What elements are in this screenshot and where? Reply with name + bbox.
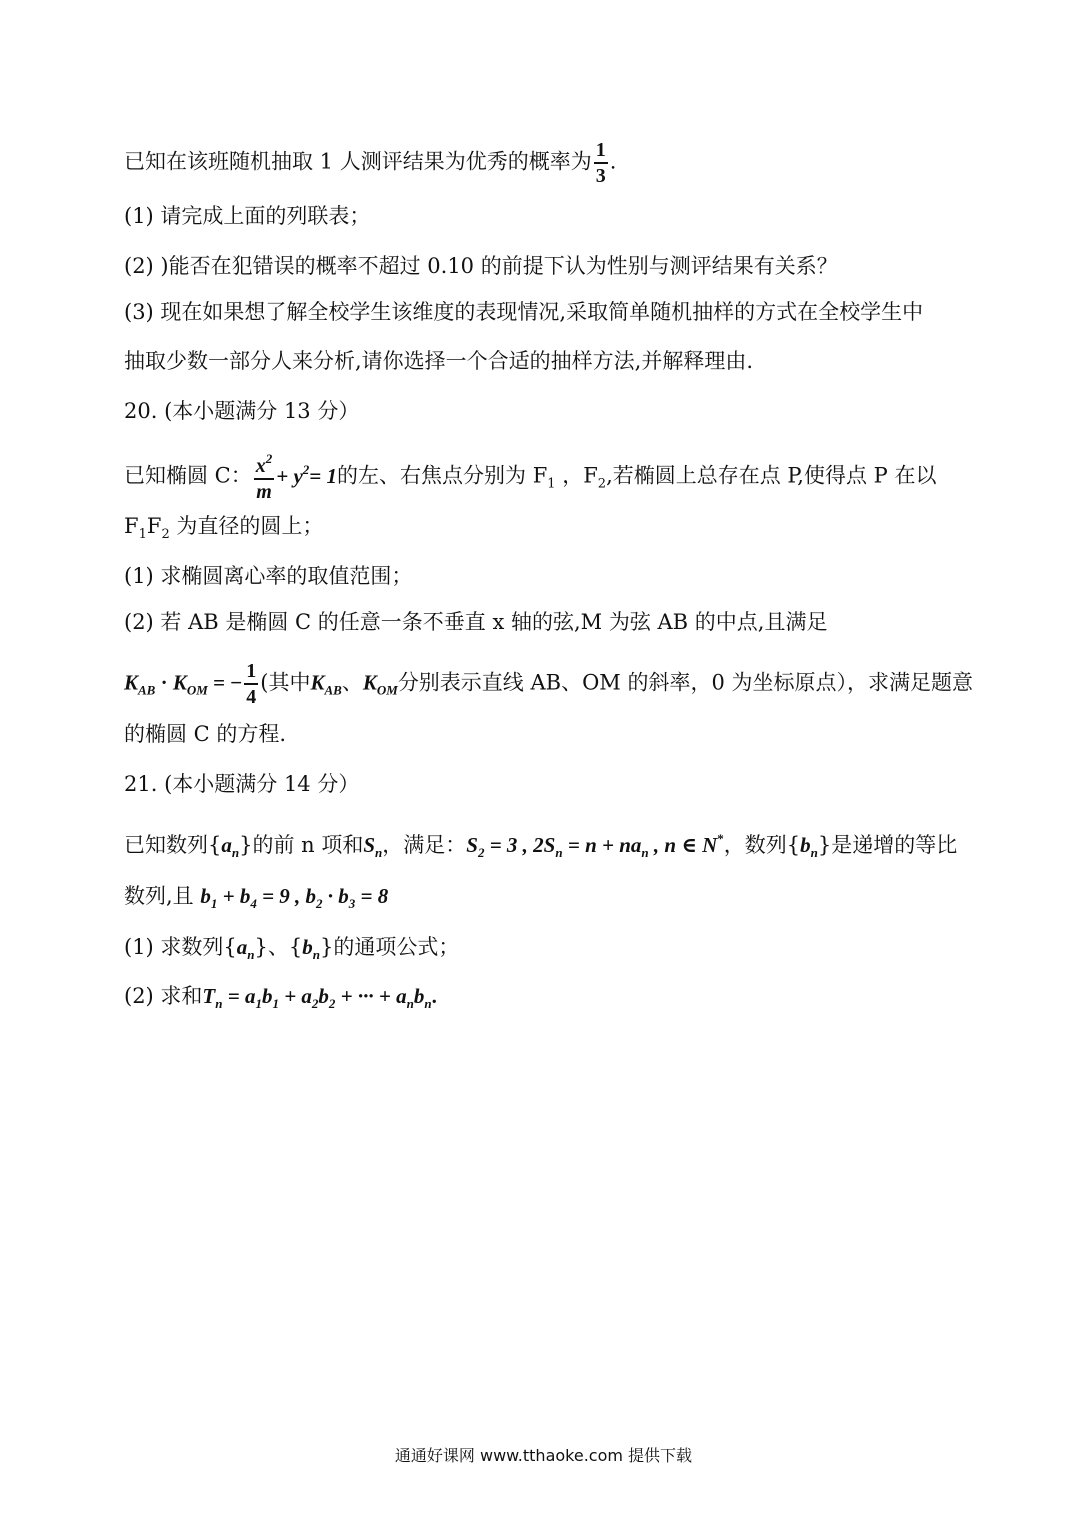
q21-sn: S xyxy=(363,833,376,857)
q21-d: ，数列{ xyxy=(723,833,801,857)
q19-part2: (2) )能否在犯错误的概率不超过 0.10 的前提下认为性别与测评结果有关系？ xyxy=(124,254,838,278)
q21-eq-sub: 2 xyxy=(477,845,485,860)
q19-part1: (1) 请完成上面的列联表； xyxy=(124,204,371,228)
q21-part1 xyxy=(124,933,459,969)
q20-slope-line xyxy=(124,661,973,707)
intro-end: . xyxy=(609,149,617,174)
k4-sub: OM xyxy=(376,682,398,698)
eq-rest xyxy=(276,461,338,488)
k1: K xyxy=(124,670,139,695)
f2-subscript: 2 xyxy=(597,476,607,492)
q21-p2-s1: 1 xyxy=(255,996,262,1011)
k-dot: · xyxy=(155,670,173,695)
k-sep: 、 xyxy=(341,670,363,695)
q21-l2-r1: + b xyxy=(217,884,251,908)
q21-l2-a: 数列,且 xyxy=(124,884,201,908)
k2-sub: OM xyxy=(186,682,208,698)
q21-l2-s3: 2 xyxy=(316,896,323,911)
q21-l2-r2: = 9 , b xyxy=(256,884,317,908)
q21-l2-s2: 4 xyxy=(250,896,257,911)
fraction-denominator: 3 xyxy=(595,165,606,187)
q21-p1-a: (1) 求数列{ xyxy=(124,935,237,959)
q20-l2-f2: F xyxy=(146,514,162,538)
k1-sub: AB xyxy=(138,682,156,698)
q21-sn-sub: n xyxy=(375,845,383,860)
q21-eq-sup: * xyxy=(717,831,724,846)
q21-eq-rest3: , n ∈ N xyxy=(648,833,718,857)
q21-p2-s3: 2 xyxy=(311,996,319,1011)
q21-e: }是递增的等比 xyxy=(817,833,958,857)
q20-heading: 20. (本小题满分 13 分） xyxy=(124,399,360,423)
q21-p2-r4: b xyxy=(318,984,329,1008)
q21-p2-end: . xyxy=(431,984,437,1008)
q20-ellipse-line xyxy=(124,452,936,502)
q21-p2-s5: n xyxy=(406,996,414,1011)
q19-part3-line1: (3) 现在如果想了解全校学生该维度的表现情况,采取简单随机抽样的方式在全校学生中 xyxy=(124,300,924,324)
q20-last: 的椭圆 C 的方程. xyxy=(124,722,287,746)
eq-equals-one: = 1 xyxy=(309,463,338,488)
q20-l2-text: 为直径的圆上； xyxy=(169,514,324,538)
q21-p1-bn-sub: n xyxy=(312,947,320,962)
q20-part1: (1) 求椭圆离心率的取值范围； xyxy=(124,564,413,588)
q21-p2-s4: 2 xyxy=(328,996,336,1011)
q21-an: a xyxy=(221,833,232,857)
q21-eq-s: S xyxy=(466,833,478,857)
q21-l2-s1: 1 xyxy=(210,896,218,911)
k4: K xyxy=(362,670,377,695)
q20-text-d: ,若椭圆上总存在点 P,使得点 P 在以 xyxy=(606,463,937,488)
eq-x: x xyxy=(255,455,266,477)
q21-eq-sub3: n xyxy=(641,845,649,860)
q21-eq-rest2: = n + na xyxy=(562,833,642,857)
q21-line1 xyxy=(124,825,957,867)
q19-part3-line2: 抽取少数一部分人来分析,请你选择一个合适的抽样方法,并解释理由. xyxy=(124,349,754,373)
q20-l2-f: F xyxy=(124,514,139,538)
eq-x-exp: 2 xyxy=(265,451,273,466)
q20-l2-sub2: 2 xyxy=(161,527,170,542)
q21-p1-b: }、{ xyxy=(254,935,303,959)
intro-line xyxy=(124,140,616,186)
q21-p2-s2: 1 xyxy=(272,996,279,1011)
q20-line2 xyxy=(124,512,323,549)
k-equals: = − xyxy=(207,670,243,695)
q21-eq-rest: = 3 , 2S xyxy=(484,833,556,857)
fraction-one-quarter xyxy=(244,661,258,707)
q21-p2-s6: n xyxy=(424,996,432,1011)
q21-c: ，满足： xyxy=(382,833,467,857)
q20-text-a: 已知椭圆 C： xyxy=(124,463,252,488)
f1-subscript: 1 xyxy=(547,476,556,492)
eq-plus-y: + y xyxy=(276,463,303,488)
eq-m: m xyxy=(256,481,272,503)
ellipse-fraction xyxy=(254,452,275,502)
q21-p2-r2: b xyxy=(261,984,273,1008)
q21-heading: 21. (本小题满分 14 分） xyxy=(124,772,360,796)
q20-l2-sub1: 1 xyxy=(138,527,147,542)
q21-p2-r5: + ··· + a xyxy=(335,984,407,1008)
q20-text-b: 的左、右焦点分别为 F xyxy=(337,463,548,488)
q21-l2-s4: 3 xyxy=(348,896,356,911)
q21-l2-r4: = 8 xyxy=(355,884,389,908)
q21-p1-an: a xyxy=(236,935,248,959)
fraction-numerator: 1 xyxy=(594,140,608,164)
q20-text-c: ，F xyxy=(555,463,598,488)
q21-p1-bn: b xyxy=(302,935,313,959)
page-footer: 通通好课网 www.tthaoke.com 提供下载 xyxy=(394,1446,693,1465)
k-text2: 分别表示直线 AB、OM 的斜率，0 为坐标原点），求满足题意 xyxy=(397,670,974,695)
q21-eq-sub2: n xyxy=(555,845,563,860)
q21-p1-an-sub: n xyxy=(247,947,255,962)
q21-p2-t-sub: n xyxy=(215,996,223,1011)
intro-text: 已知在该班随机抽取 1 人测评结果为优秀的概率为 xyxy=(124,149,592,174)
k-text1: (其中 xyxy=(260,670,311,695)
k3: K xyxy=(310,670,325,695)
q21-p2-r1: = a xyxy=(222,984,256,1008)
q21-an-sub: n xyxy=(231,845,240,860)
q21-l2-r3: · b xyxy=(322,884,349,908)
q20-part2: (2) 若 AB 是椭圆 C 的任意一条不垂直 x 轴的弦,M 为弦 AB 的中点,且满足 xyxy=(124,610,828,634)
fraction-one-third xyxy=(594,140,608,186)
q21-line2 xyxy=(124,882,388,918)
quarter-den: 4 xyxy=(246,686,257,708)
k3-sub: AB xyxy=(324,682,342,698)
q21-p2-a: (2) 求和 xyxy=(124,984,203,1008)
quarter-num: 1 xyxy=(244,661,258,685)
q21-l2-b: b xyxy=(200,884,211,908)
q21-bn: b xyxy=(800,833,811,857)
q21-p1-c: }的通项公式； xyxy=(320,935,460,959)
q21-a: 已知数列{ xyxy=(124,833,222,857)
q21-p2-t: T xyxy=(202,984,216,1008)
k2: K xyxy=(172,670,187,695)
q21-b: }的前 n 项和 xyxy=(239,833,364,857)
q21-p2-r6: b xyxy=(413,984,425,1008)
q21-bn-sub: n xyxy=(810,845,818,860)
q21-p2-r3: + a xyxy=(278,984,312,1008)
eq-y-exp: 2 xyxy=(302,461,310,477)
q21-part2 xyxy=(124,982,437,1018)
